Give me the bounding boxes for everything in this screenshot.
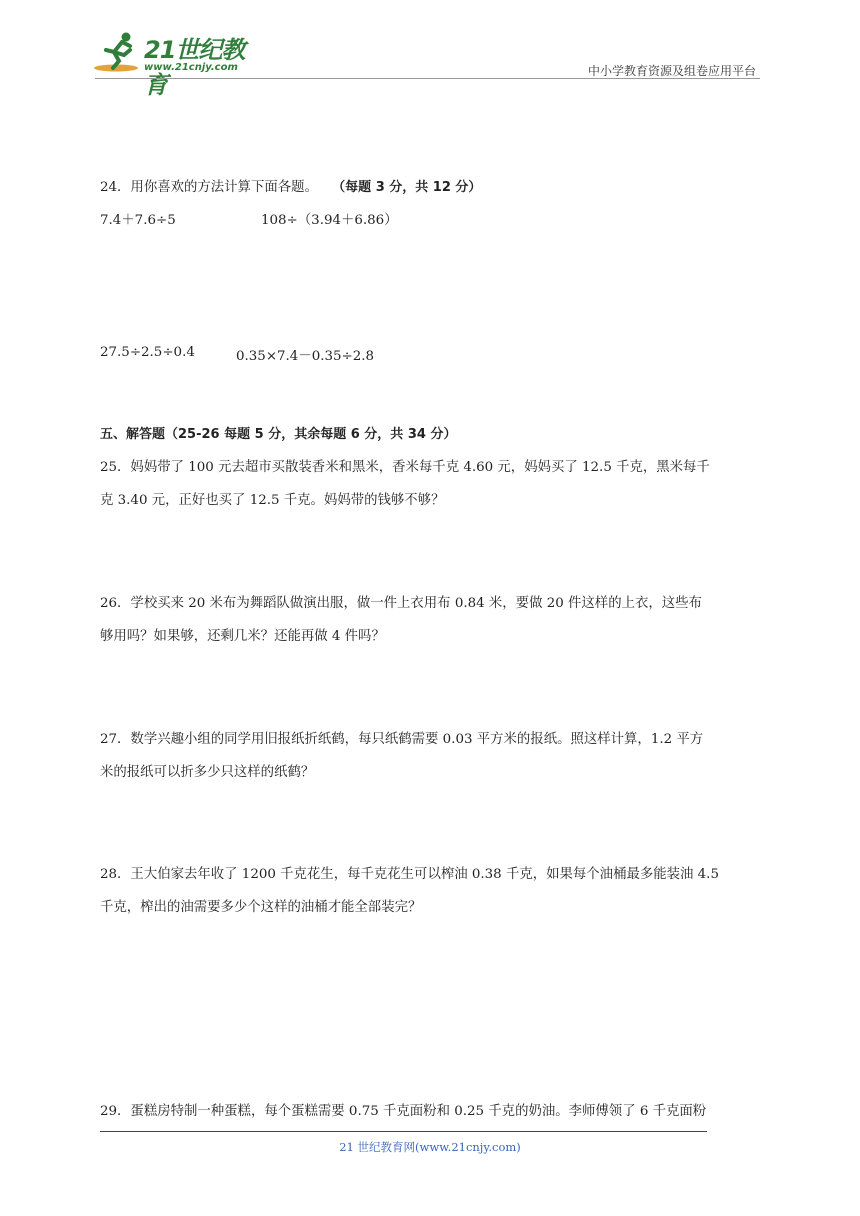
q26-line-2: 够用吗？如果够，还剩几米？还能再做 4 件吗？	[100, 629, 385, 644]
q24-score: （每题 3 分，共 12 分）	[332, 180, 482, 195]
section-5-title: 五、解答题（25-26 每题 5 分，其余每题 6 分，共 34 分）	[100, 427, 457, 442]
q27-line-2: 米的报纸可以折多少只这样的纸鹤？	[100, 765, 315, 780]
footer-divider	[100, 1131, 707, 1132]
q24-expr-2: 108÷（3.94＋6.86）	[261, 213, 398, 228]
q29-line-1: 29．蛋糕房特制一种蛋糕，每个蛋糕需要 0.75 千克面粉和 0.25 千克的奶油。李师傅领了 6 千克面粉	[100, 1104, 707, 1119]
q27-line-1: 27．数学兴趣小组的同学用旧报纸折纸鹤，每只纸鹤需要 0.03 平方米的报纸。照这样计算，1.2 平方	[100, 732, 704, 747]
site-logo	[92, 28, 262, 99]
q26-line-1: 26．学校买来 20 米布为舞蹈队做演出服，做一件上衣用布 0.84 米，要做 20 件这样的上衣，这些布	[100, 596, 702, 611]
runner-logo-icon	[92, 28, 144, 78]
q28-line-1: 28．王大伯家去年收了 1200 千克花生，每千克花生可以榨油 0.38 千克，如果每个油桶最多能装油 4.5	[100, 867, 719, 882]
logo-url: www.21cnjy.com	[144, 62, 238, 73]
q24-title-text: 24．用你喜欢的方法计算下面各题。	[100, 180, 318, 195]
header-platform-text: 中小学教育资源及组卷应用平台	[587, 64, 756, 78]
q28-line-2: 千克，榨出的油需要多少个这样的油桶才能全部装完？	[100, 900, 422, 915]
q25-line-1: 25．妈妈带了 100 元去超市买散装香米和黑米，香米每千克 4.60 元，妈妈买了 12.5 千克，黑米每千	[100, 460, 710, 475]
q25-line-2: 克 3.40 元，正好也买了 12.5 千克。妈妈带的钱够不够？	[100, 493, 445, 508]
footer-link[interactable]: 21 世纪教育网(www.21cnjy.com)	[339, 1140, 521, 1154]
q24-expr-3: 27.5÷2.5÷0.4	[100, 345, 195, 360]
q24-title	[100, 176, 481, 195]
header-divider	[95, 78, 760, 79]
q24-expr-1: 7.4＋7.6÷5	[100, 213, 176, 228]
q24-expr-4: 0.35×7.4－0.35÷2.8	[236, 349, 375, 364]
logo-text: 21世纪教育	[144, 36, 245, 99]
